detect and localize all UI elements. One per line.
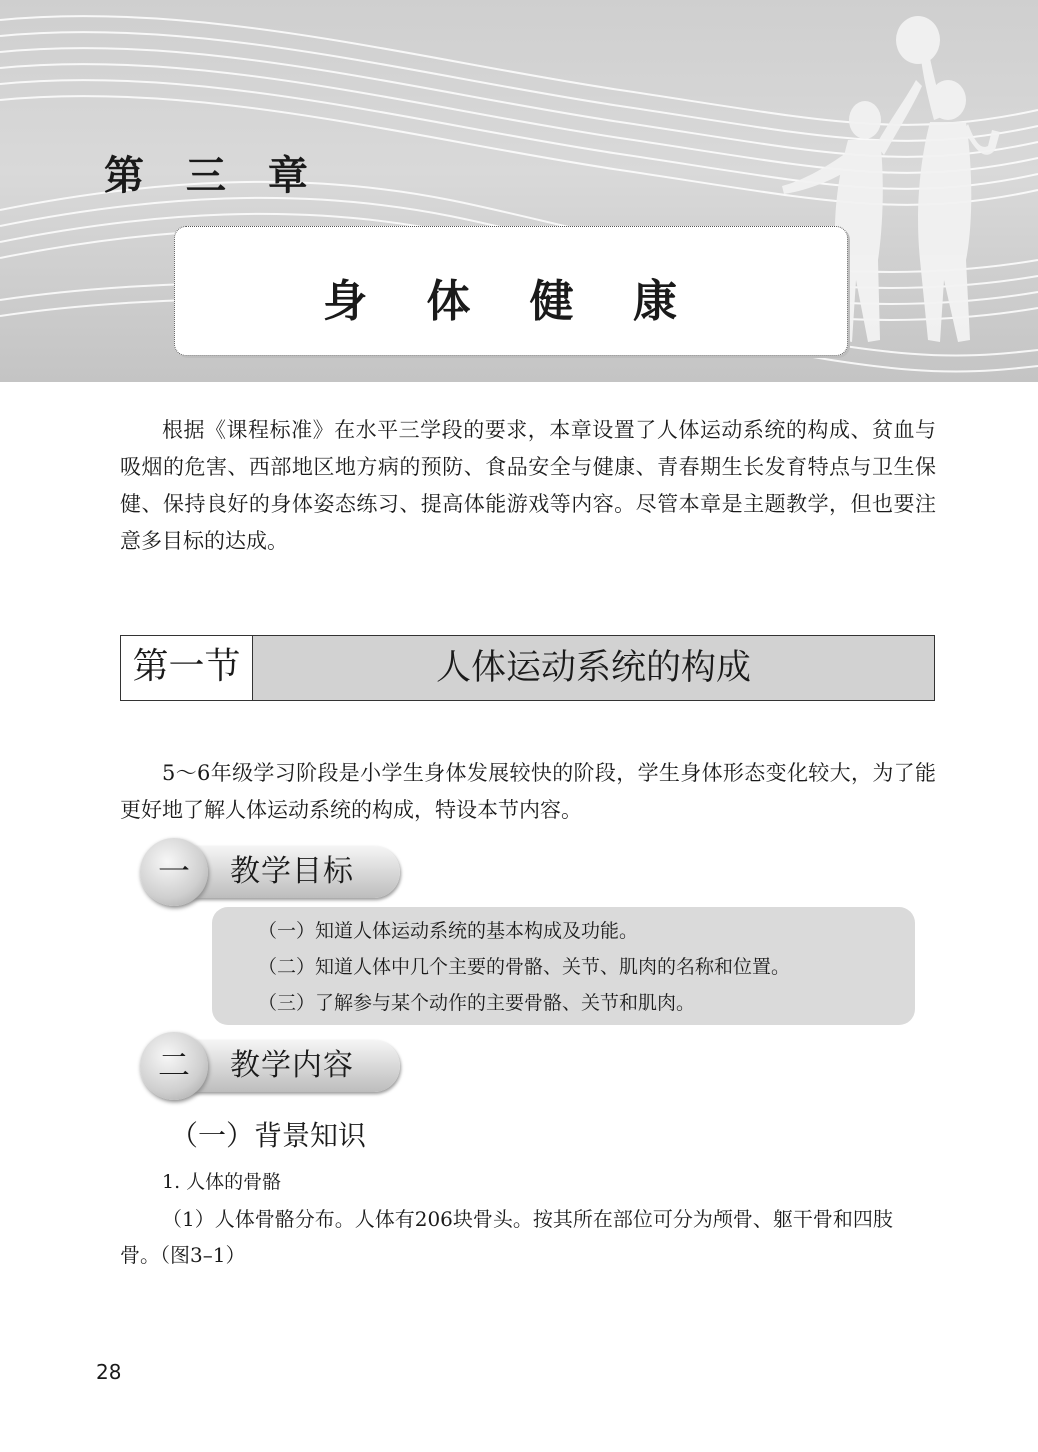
section-title: 人体运动系统的构成 <box>435 648 751 688</box>
goal-item: （一）知道人体运动系统的基本构成及功能。 <box>258 920 639 942</box>
section-label: 第一节 <box>121 636 253 700</box>
item-text-line-1: （1）人体骨骼分布。人体有206块骨头。按其所在部位可分为颅骨、躯干骨和四肢 <box>162 1207 893 1231</box>
goals-heading-number: 一 <box>140 838 208 906</box>
section-intro: 5～6年级学习阶段是小学生身体发展较快的阶段，学生身体形态变化较大，为了能更好地了解人体运动系统的构成，特设本节内容。 <box>120 761 936 822</box>
goal-item: （三）了解参与某个动作的主要骨骼、关节和肌肉。 <box>258 992 696 1014</box>
item-text-line-2: 骨。（图3–1） <box>120 1243 246 1267</box>
subheading: （一）背景知识 <box>170 1119 367 1152</box>
chapter-intro: 根据《课程标准》在水平三学段的要求，本章设置了人体运动系统的构成、贫血与吸烟的危害、西部地区地方病的预防、食品安全与健康、青春期生长发育特点与卫生保健、保持良好的身体姿态练习、提高体能游戏等内容。尽管本章是主题教学，但也要注意多目标的达成。 <box>120 418 936 553</box>
content-heading-label: 教学内容 <box>230 1048 354 1083</box>
page-number: 28 <box>96 1360 122 1384</box>
goals-heading <box>148 846 400 898</box>
chapter-title: 身 体 健 康 <box>323 276 699 327</box>
section-header <box>120 635 935 701</box>
chapter-label: 第 三 章 <box>104 152 322 199</box>
goals-heading-label: 教学目标 <box>230 854 354 889</box>
content-heading-number: 二 <box>140 1032 208 1100</box>
chapter-title-box <box>174 226 848 356</box>
content-heading <box>148 1040 400 1092</box>
chapter-banner <box>0 0 1038 382</box>
item-title: 1. 人体的骨骼 <box>162 1171 282 1193</box>
goals-panel <box>212 907 915 1025</box>
goal-item: （二）知道人体中几个主要的骨骼、关节、肌肉的名称和位置。 <box>258 956 791 978</box>
